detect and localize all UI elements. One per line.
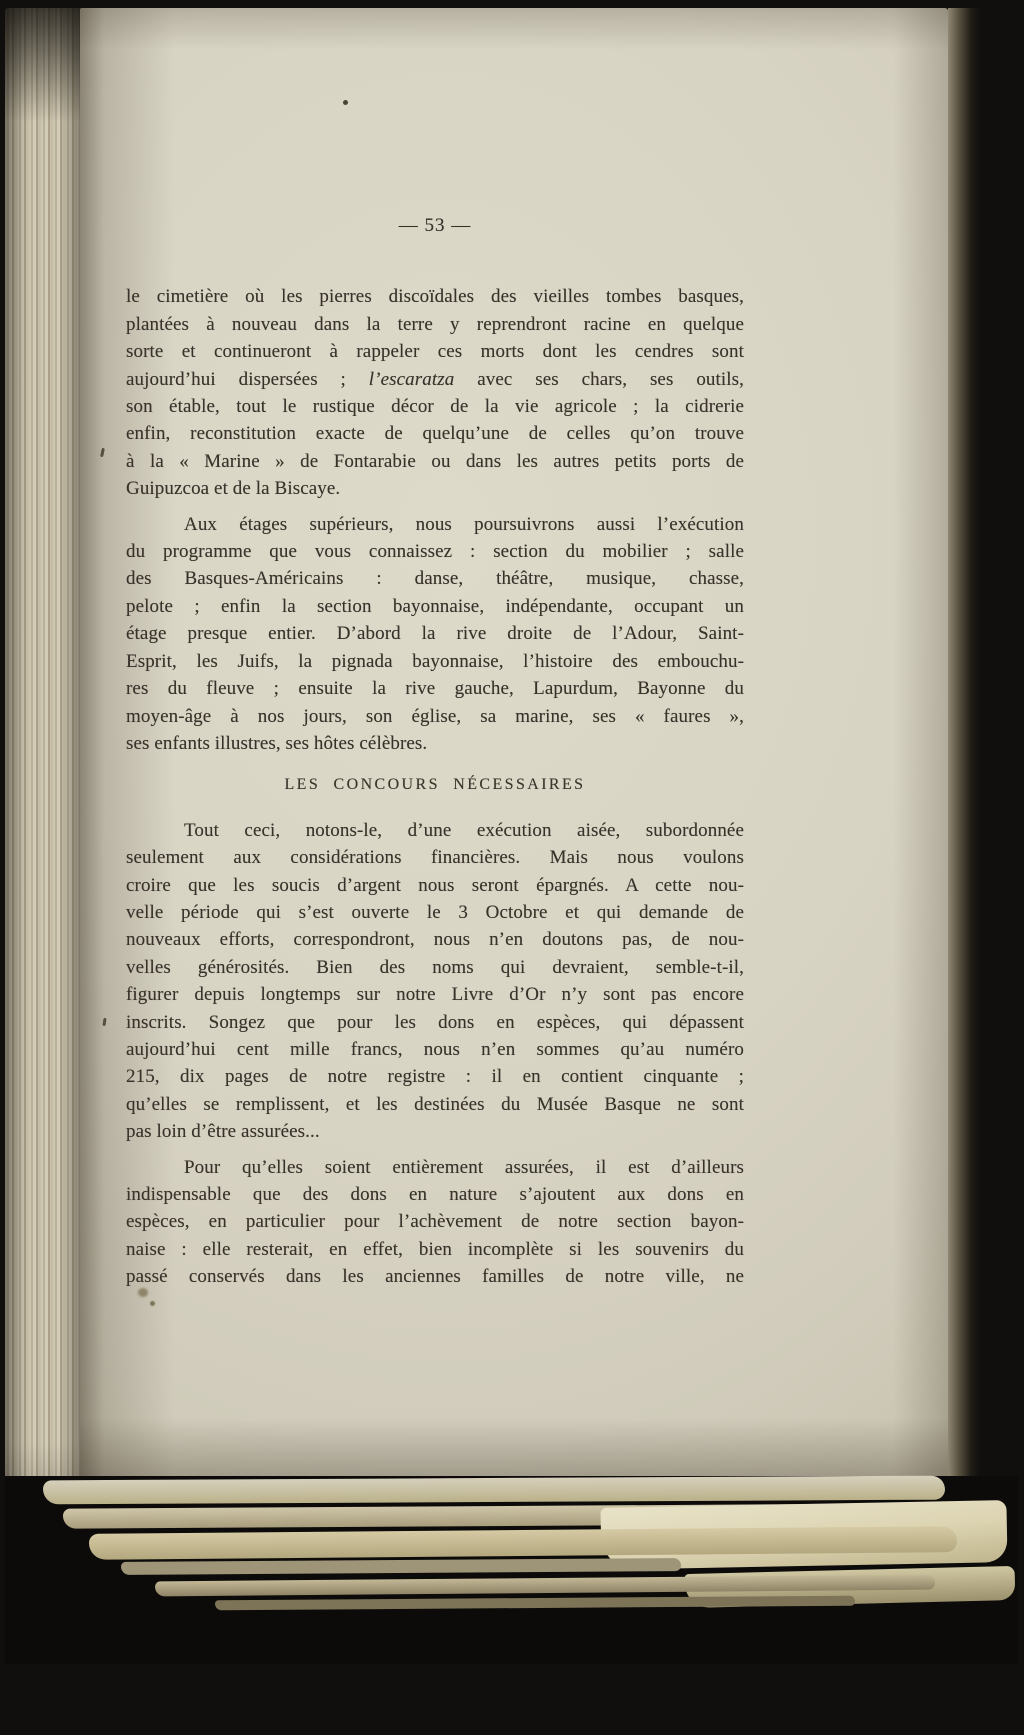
paragraph xyxy=(126,283,744,502)
text-line: qu’elles se remplissent, et les destinées du Musée Basque ne sont xyxy=(126,1093,744,1115)
text-line: étage presque entier. D’abord la rive droite de l’Adour, Saint- xyxy=(126,623,744,645)
text-line: le cimetière où les pierres discoïdales des vieilles tombes basques, xyxy=(126,286,744,308)
section-heading: LES CONCOURS NÉCESSAIRES xyxy=(284,776,586,794)
text-line: espèces, en particulier pour l’achèvement de notre section bayon- xyxy=(126,1211,744,1233)
paragraph-group-bottom xyxy=(126,817,744,1291)
page-number: — 53 — xyxy=(398,215,472,236)
text-line: sorte et continueront à rappeler ces morts dont les cendres sont xyxy=(126,341,744,363)
text-line: son étable, tout le rustique décor de la vie agricole ; la cidrerie xyxy=(126,396,744,418)
text-line: Pour qu’elles soient entièrement assurées, il est d’ailleurs xyxy=(184,1156,744,1178)
text-line: plantées à nouveau dans la terre y reprendront racine en quelque xyxy=(126,313,744,335)
text-line: croire que les soucis d’argent nous seront épargnés. A cette nou- xyxy=(126,874,744,896)
paragraph xyxy=(126,1154,744,1291)
text-line: pelote ; enfin la section bayonnaise, indépendante, occupant un xyxy=(126,595,744,617)
text-line: Esprit, les Juifs, la pignada bayonnaise, l’histoire des embouchu- xyxy=(126,650,744,672)
text-line: à la « Marine » de Fontarabie ou dans les autres petits ports de xyxy=(126,450,744,472)
right-page-edge xyxy=(948,8,980,1476)
text-line: ses enfants illustres, ses hôtes célèbres. xyxy=(126,732,428,754)
paragraph xyxy=(126,511,744,758)
text-line: Aux étages supérieurs, nous poursuivrons aussi l’exécution xyxy=(184,513,744,535)
paper-smudge xyxy=(150,1301,155,1306)
text-segment: avec ses chars, ses outils, xyxy=(454,368,745,390)
margin-mark xyxy=(102,1018,106,1026)
paragraph xyxy=(126,817,744,1146)
text-line: 215, dix pages de notre registre : il en contient cinquante ; xyxy=(126,1066,744,1088)
text-segment: aujourd’hui dispersées ; xyxy=(126,368,369,390)
text-line: Tout ceci, notons-le, d’une exécution aisée, subordonnée xyxy=(184,819,744,841)
text-line: naise : elle resterait, en effet, bien incomplète si les souvenirs du xyxy=(126,1238,744,1260)
book-left-page-edges xyxy=(5,8,81,1638)
page-edge-strip xyxy=(43,1476,945,1505)
text-line: seulement aux considérations financières. Mais nous voulons xyxy=(126,847,744,869)
italic-text: l’escaratza xyxy=(368,368,455,390)
page-edge-strip xyxy=(215,1596,855,1610)
text-line: enfin, reconstitution exacte de quelqu’une de celles qu’on trouve xyxy=(126,423,744,445)
page-edge-strip xyxy=(121,1558,681,1575)
margin-mark xyxy=(100,448,105,457)
bottom-page-edges xyxy=(5,1476,1018,1664)
text-line: res du fleuve ; ensuite la rive gauche, Lapurdum, Bayonne du xyxy=(126,678,744,700)
paragraph-group-top xyxy=(126,283,744,757)
text-line: nouveaux efforts, correspondront, nous n’en doutons pas, de nou- xyxy=(126,929,744,951)
text-line: du programme que vous connaissez : section du mobilier ; salle xyxy=(126,541,744,563)
text-line: inscrits. Songez que pour les dons en espèces, qui dépassent xyxy=(126,1011,744,1033)
text-line: des Basques-Américains : danse, théâtre, musique, chasse, xyxy=(126,568,744,590)
text-line: velles générosités. Bien des noms qui devraient, semble-t-il, xyxy=(126,956,744,978)
ink-speck xyxy=(343,100,348,105)
text-line: pas loin d’être assurées... xyxy=(126,1121,320,1143)
page xyxy=(80,8,948,1476)
text-line: figurer depuis longtemps sur notre Livre d’Or n’y sont pas encore xyxy=(126,984,744,1006)
text-line: aujourd’hui cent mille francs, nous n’en sommes qu’au numéro xyxy=(126,1038,744,1060)
text-block xyxy=(126,212,744,1299)
text-line: passé conservés dans les anciennes familles de notre ville, ne xyxy=(126,1266,744,1288)
text-line xyxy=(126,366,744,393)
text-line: velle période qui s’est ouverte le 3 Octobre et qui demande de xyxy=(126,901,744,923)
text-line: Guipuzcoa et de la Biscaye. xyxy=(126,478,341,500)
text-line: moyen-âge à nos jours, son église, sa marine, ses « faures », xyxy=(126,705,744,727)
text-line: indispensable que des dons en nature s’ajoutent aux dons en xyxy=(126,1184,744,1205)
